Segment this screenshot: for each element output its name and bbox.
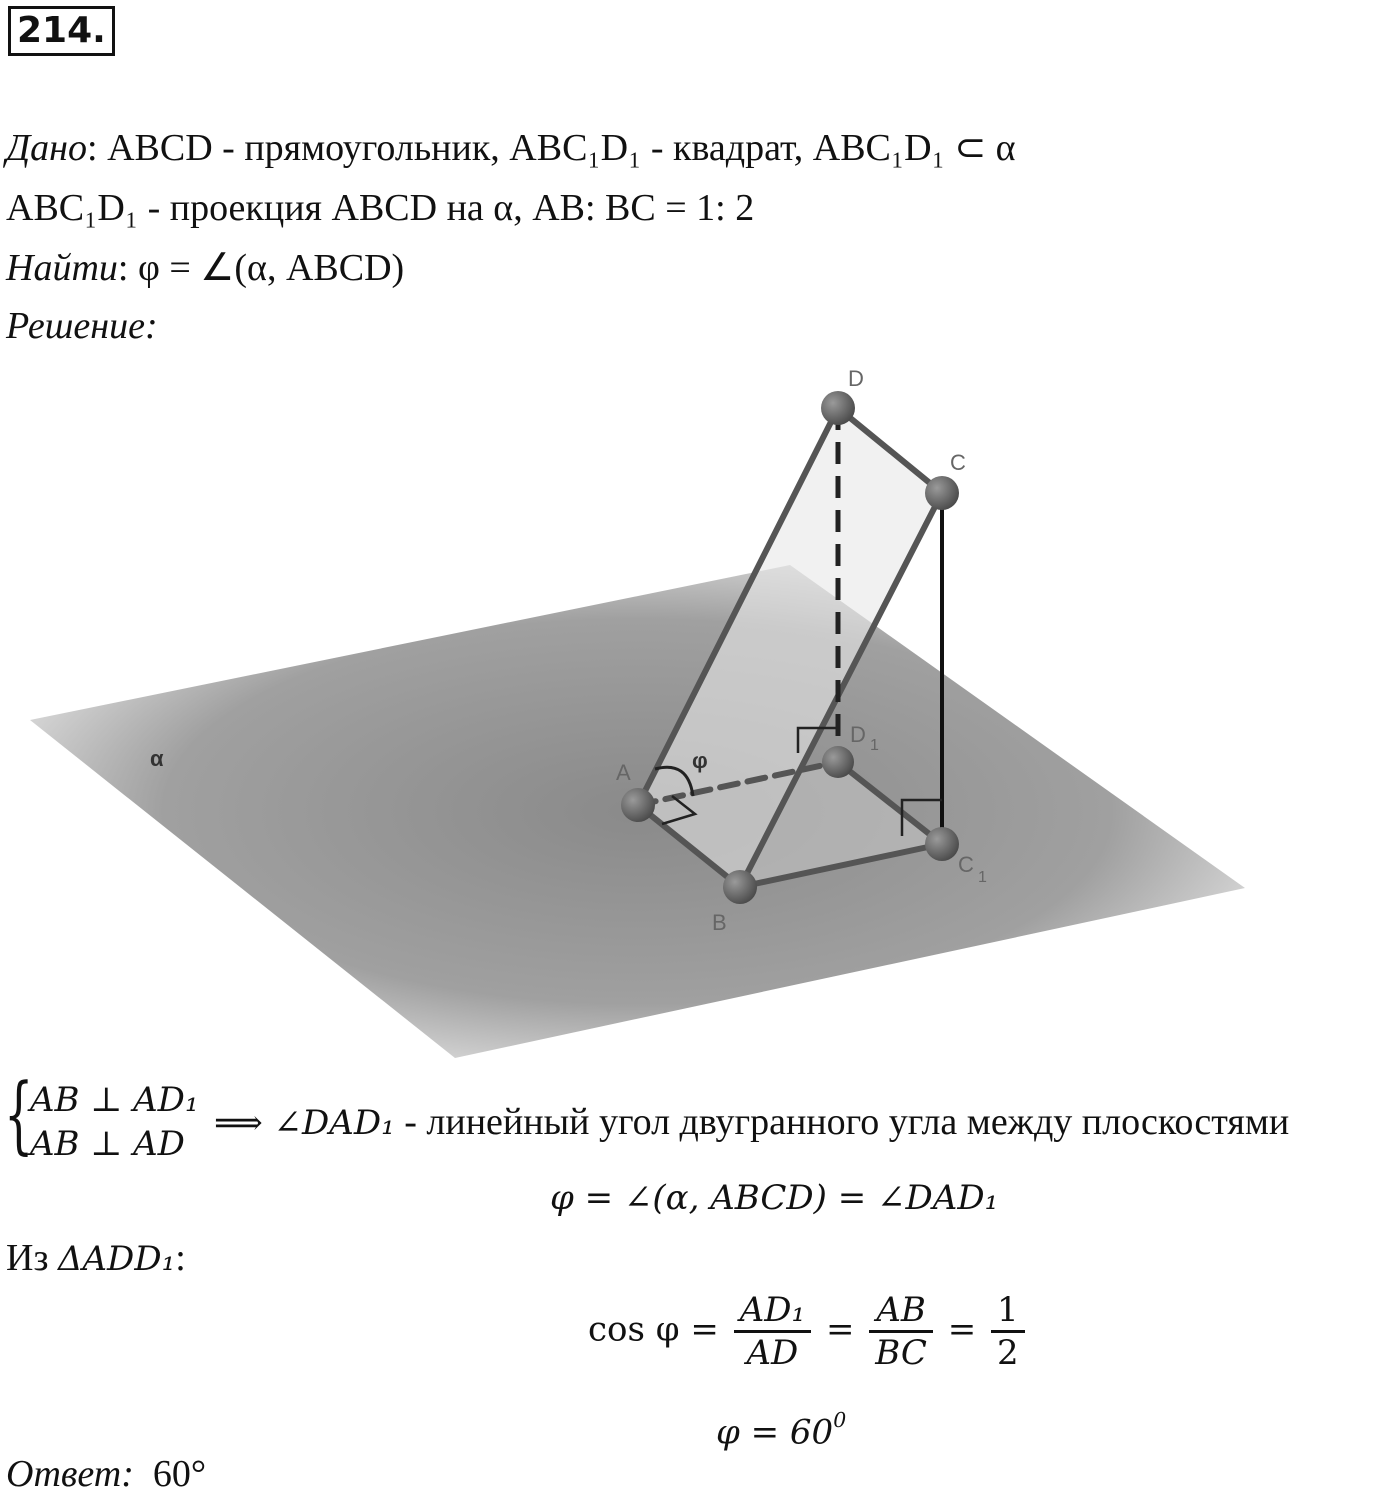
fraction-2-denominator: BC [875, 1333, 927, 1373]
label-d1: D [850, 722, 866, 747]
given-line-2 [6, 186, 754, 230]
label-phi: φ [692, 748, 708, 773]
fraction-one-half [991, 1290, 1025, 1373]
system-conclusion [214, 1100, 1289, 1149]
solution-colon: : [144, 305, 158, 347]
label-d1-sub: 1 [870, 737, 879, 754]
problem-number: 214. [8, 6, 115, 56]
label-a: A [616, 760, 631, 785]
from-colon: : [175, 1237, 186, 1279]
given-text-1: : ABCD - прямоугольник, ABC₁D₁ - квадрат, ABC₁D₁ ⊂ α [87, 127, 1016, 169]
label-c1-sub: 1 [978, 869, 987, 886]
fraction-ad1-ad [734, 1290, 811, 1373]
label-c1: C [958, 852, 974, 877]
result-line [716, 1398, 846, 1454]
fraction-2-numerator: AB [869, 1290, 933, 1333]
label-d: D [848, 366, 864, 391]
system-row-1: AB ⊥ AD₁ [30, 1080, 199, 1120]
fraction-3-numerator: 1 [991, 1290, 1025, 1333]
point-b [723, 870, 757, 904]
from-prefix: Из [6, 1237, 58, 1279]
system-brace: { [4, 1065, 34, 1163]
solution-label: Решение [6, 305, 145, 347]
point-c1 [925, 827, 959, 861]
geometry-figure [0, 350, 1400, 1070]
label-c: C [950, 450, 966, 475]
fraction-1-denominator: AD [746, 1333, 799, 1373]
point-c [925, 476, 959, 510]
point-a [621, 788, 655, 822]
equals-1: = [825, 1309, 855, 1350]
solution-heading [6, 304, 158, 348]
system-row-2: AB ⊥ AD [30, 1124, 185, 1164]
given-line-1 [6, 126, 1016, 170]
cos-lhs: cos φ = [588, 1309, 719, 1350]
triangle-name: ΔADD₁ [57, 1239, 176, 1279]
given-text-2: ABC₁D₁ - проекция ABCD на α, AB: BC = 1: 2 [6, 187, 755, 229]
label-b: B [712, 910, 727, 935]
label-alpha: α [150, 746, 164, 771]
point-d1 [822, 746, 854, 778]
result-sup: 0 [833, 1408, 847, 1432]
linear-angle-text: - линейный угол двугранного угла между плоскостями [394, 1101, 1290, 1143]
cos-formula [588, 1290, 1029, 1373]
fraction-3-denominator: 2 [997, 1333, 1019, 1373]
fraction-ab-bc [869, 1290, 933, 1373]
find-line [6, 246, 404, 290]
result-text: φ = 60 [716, 1412, 834, 1453]
equation-angle: φ = ∠(α, ABCD) = ∠DAD₁ [550, 1178, 999, 1218]
find-text: : φ = ∠(α, ABCD) [117, 247, 405, 289]
given-label: Дано [6, 127, 88, 169]
find-label: Найти [6, 247, 118, 289]
equals-2: = [947, 1309, 977, 1350]
point-d [821, 391, 855, 425]
answer-line [6, 1452, 206, 1496]
answer-value: 60° [152, 1453, 207, 1495]
from-triangle-line [6, 1236, 186, 1287]
fraction-1-numerator: AD₁ [734, 1290, 811, 1333]
answer-label: Ответ: [6, 1453, 134, 1495]
implies-angle: ⟹ ∠DAD₁ [214, 1103, 395, 1143]
